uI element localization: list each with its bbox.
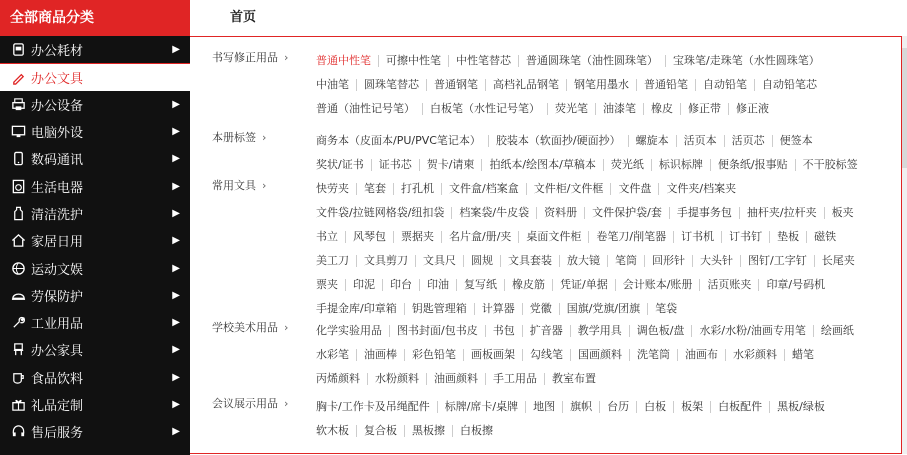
chevron-right-icon: ›: [284, 51, 289, 64]
subcategory-link[interactable]: 白板: [636, 401, 673, 413]
subcategory-link[interactable]: 放大镜: [559, 255, 607, 267]
nav-home-link[interactable]: 首页: [230, 10, 257, 25]
subcategory-link[interactable]: 蜡笔: [784, 349, 821, 361]
chevron-right-icon: ▶: [172, 262, 180, 274]
subcategory-link[interactable]: 地图: [525, 401, 562, 413]
subcategory-link[interactable]: 会计账本/账册: [615, 279, 700, 291]
link-row: [316, 73, 876, 97]
subcategory-link[interactable]: 印油: [419, 279, 456, 291]
subcategory-link[interactable]: 贺卡/请柬: [419, 159, 482, 171]
subcategory-link[interactable]: 橡皮筋: [504, 279, 552, 291]
subcategory-link[interactable]: 资料册: [536, 207, 584, 219]
subcategory-link[interactable]: 文具套装: [500, 255, 559, 267]
section-links: [316, 177, 876, 321]
subcategory-link[interactable]: 修正液: [728, 103, 776, 115]
chevron-right-icon: ›: [262, 131, 267, 144]
cup-icon: [10, 369, 26, 385]
section-title-label: 会议展示用品: [212, 397, 278, 410]
subcategory-link[interactable]: 水彩颜料: [725, 349, 784, 361]
subcategory-link[interactable]: 油漆笔: [595, 103, 643, 115]
sidebar-item-label: 运动文娱: [31, 262, 84, 278]
subcategory-link[interactable]: 笔袋: [647, 303, 684, 315]
monitor-icon: [10, 124, 26, 140]
subcategory-link[interactable]: 白板配件: [710, 401, 769, 413]
chair-icon: [10, 342, 26, 358]
link-row: [316, 367, 876, 391]
subcategory-link[interactable]: 笔套: [356, 183, 393, 195]
subcategory-link[interactable]: 拍纸本/绘图本/草稿本: [481, 159, 602, 171]
chevron-right-icon: ▶: [172, 399, 180, 410]
subcategory-link[interactable]: 扩音器: [522, 325, 570, 337]
link-row: [316, 273, 876, 297]
subcategory-link[interactable]: 计算器: [474, 303, 522, 315]
sidebar-item-computer-peripherals[interactable]: [0, 118, 190, 145]
pen-icon: [10, 69, 26, 85]
subcategory-link[interactable]: 卷笔刀/削笔器: [588, 231, 673, 243]
subcategory-link[interactable]: 订书钉: [721, 231, 769, 243]
link-row: [316, 419, 876, 443]
subcategory-link[interactable]: 可擦中性笔: [378, 55, 448, 67]
subcategory-link[interactable]: 宝珠笔/走珠笔（水性圆珠笔）: [665, 55, 827, 67]
sidebar-item-office-consumables[interactable]: [0, 36, 190, 63]
sidebar-item-label: 办公耗材: [31, 44, 84, 60]
subcategory-link[interactable]: 打孔机: [393, 183, 441, 195]
link-row: [316, 297, 876, 321]
chevron-right-icon: ▶: [172, 426, 180, 438]
chevron-right-icon: ▶: [172, 153, 180, 165]
subcategory-link[interactable]: 便签本: [772, 135, 820, 147]
sidebar-item-after-sales[interactable]: [0, 418, 190, 445]
sidebar-item-label: 数码通讯: [31, 153, 84, 169]
subcategory-link[interactable]: 垫板: [769, 231, 806, 243]
subcategory-link[interactable]: 修正带: [680, 103, 728, 115]
subcategory-link[interactable]: 彩色铅笔: [404, 349, 463, 361]
house-icon: [10, 233, 26, 249]
subcategory-link[interactable]: 复写纸: [456, 279, 504, 291]
printer-cartridge-icon: [10, 42, 26, 58]
sidebar-item-labor-protection[interactable]: [0, 282, 190, 309]
sidebar-item-label: 清洁洗护: [31, 207, 84, 223]
sidebar-item-gift-customization[interactable]: [0, 391, 190, 418]
helmet-icon: [10, 287, 26, 303]
subcategory-link[interactable]: 磁铁: [806, 231, 843, 243]
link-row: [316, 225, 876, 249]
subcategory-link[interactable]: 橡皮: [643, 103, 680, 115]
sidebar-item-food-beverage[interactable]: [0, 364, 190, 391]
subcategory-link[interactable]: 印章/号码机: [758, 279, 832, 291]
subcategory-link[interactable]: 快劳夹: [316, 182, 349, 195]
subcategory-link[interactable]: 复合板: [356, 425, 404, 437]
sidebar-item-label: 家居日用: [31, 235, 84, 251]
subcategory-panel: [190, 36, 902, 454]
subcategory-link[interactable]: 台历: [599, 401, 636, 413]
subcategory-link[interactable]: 丙烯颜料: [316, 372, 360, 385]
subcategory-link[interactable]: 印泥: [345, 279, 382, 291]
subcategory-link[interactable]: 黑板/绿板: [769, 401, 832, 413]
subcategory-link[interactable]: 文件夹/档案夹: [658, 183, 743, 195]
sidebar-item-label: 办公家具: [31, 344, 84, 360]
subcategory-link[interactable]: 票夹: [316, 278, 338, 291]
subcategory-link[interactable]: 文具剪刀: [356, 255, 415, 267]
subcategory-link[interactable]: 凭证/单据: [552, 279, 615, 291]
section-links: [316, 129, 876, 177]
subcategory-link[interactable]: 风琴包: [345, 231, 393, 243]
washer-icon: [10, 178, 26, 194]
subcategory-link[interactable]: 软木板: [316, 424, 349, 437]
subcategory-link[interactable]: 板架: [673, 401, 710, 413]
section-links: [316, 49, 876, 121]
subcategory-link[interactable]: 名片盒/册/夹: [441, 231, 518, 243]
sidebar-item-label: 办公设备: [31, 98, 84, 114]
link-row: [316, 153, 876, 177]
subcategory-link[interactable]: 自动铅笔: [695, 79, 754, 91]
chevron-right-icon: ▶: [172, 317, 180, 329]
sidebar-item-label: 食品饮料: [31, 371, 84, 387]
subcategory-link[interactable]: 画板画架: [463, 349, 522, 361]
subcategory-link[interactable]: 标牌/席卡/桌牌: [437, 401, 525, 413]
sidebar-title: 全部商品分类: [0, 0, 190, 36]
subcategory-link[interactable]: 教室布置: [544, 373, 603, 385]
sidebar-item-digital-communication[interactable]: [0, 145, 190, 172]
section-links: [316, 395, 876, 443]
link-row: [316, 177, 876, 201]
subcategory-link[interactable]: 笔筒: [607, 255, 644, 267]
sidebar-item-label: 礼品定制: [31, 399, 84, 414]
wrench-icon: [10, 315, 26, 331]
link-row: [316, 319, 876, 343]
section-links: [316, 319, 876, 391]
subcategory-link[interactable]: 回形针: [644, 255, 692, 267]
sidebar-item-label: 劳保防护: [31, 289, 84, 305]
subcategory-link[interactable]: 手提事务包: [669, 207, 739, 219]
subcategory-link[interactable]: 标识标牌: [651, 159, 710, 171]
chevron-right-icon: ▶: [172, 371, 180, 383]
sidebar-item-label: 生活电器: [31, 180, 84, 196]
subcategory-link[interactable]: 奖状/证书: [316, 158, 364, 171]
link-row: [316, 97, 876, 121]
sidebar-item-home-appliances[interactable]: [0, 172, 190, 199]
subcategory-link[interactable]: 洗笔筒: [629, 349, 677, 361]
ball-icon: [10, 260, 26, 276]
subcategory-link[interactable]: 大头针: [692, 255, 740, 267]
chevron-right-icon: ▶: [172, 344, 180, 356]
subcategory-link[interactable]: 文件盒/档案盒: [441, 183, 526, 195]
subcategory-link[interactable]: 旗帜: [562, 401, 599, 413]
subcategory-link[interactable]: 党徽: [522, 303, 559, 315]
subcategory-link[interactable]: 商务本（皮面本/PU/PVC笔记本）: [316, 134, 481, 147]
chevron-right-icon: ▶: [172, 207, 180, 219]
chevron-right-icon: ›: [262, 179, 267, 192]
subcategory-link[interactable]: 调色板/盘: [629, 325, 692, 337]
gift-icon: [10, 397, 26, 413]
subcategory-link[interactable]: 文件保护袋/套: [584, 207, 669, 219]
subcategory-link[interactable]: 黑板擦: [404, 425, 452, 437]
sidebar-item-industrial-supplies[interactable]: [0, 309, 190, 336]
subcategory-link[interactable]: 高档礼品钢笔: [485, 79, 566, 91]
headset-icon: [10, 424, 26, 440]
chevron-right-icon: ▶: [172, 180, 180, 192]
link-row: [316, 343, 876, 367]
chevron-right-icon: ▶: [172, 235, 180, 247]
section-title[interactable]: [212, 395, 296, 413]
chevron-right-icon: ›: [284, 321, 289, 334]
sidebar-item-cleaning-care[interactable]: [0, 200, 190, 227]
sidebar-item-office-equipment[interactable]: [0, 91, 190, 118]
subcategory-link[interactable]: 证书芯: [371, 159, 419, 171]
category-sidebar: [0, 0, 190, 455]
panel-scrollbar[interactable]: [902, 36, 907, 454]
subcategory-link[interactable]: 钥匙管理箱: [404, 303, 474, 315]
subcategory-link[interactable]: 中性笔替芯: [448, 55, 518, 67]
sidebar-item-office-stationery[interactable]: [0, 63, 190, 90]
subcategory-link[interactable]: 荧光纸: [603, 159, 651, 171]
link-row: [316, 249, 876, 273]
subcategory-link[interactable]: 教学用具: [570, 325, 629, 337]
subcategory-link[interactable]: 油画棒: [356, 349, 404, 361]
section-title[interactable]: [212, 177, 296, 195]
subcategory-link[interactable]: 圆规: [463, 255, 500, 267]
section-title[interactable]: [212, 49, 296, 67]
subcategory-link[interactable]: 活页账夹: [699, 279, 758, 291]
subcategory-link[interactable]: 自动铅笔芯: [754, 79, 824, 91]
chevron-right-icon: ▶: [172, 98, 180, 110]
section-title-label: 常用文具: [212, 179, 256, 192]
sidebar-list: [0, 36, 190, 445]
subcategory-link[interactable]: 文具尺: [415, 255, 463, 267]
subcategory-link[interactable]: 图钉/工字钉: [740, 255, 814, 267]
link-row: [316, 49, 876, 73]
subcategory-link[interactable]: 水彩笔: [316, 348, 349, 361]
subcategory-link[interactable]: 桌面文件柜: [518, 231, 588, 243]
subcategory-link[interactable]: 油画布: [677, 349, 725, 361]
subcategory-link[interactable]: 书包: [485, 325, 522, 337]
subcategory-link[interactable]: 绘画纸: [813, 325, 861, 337]
subcategory-link[interactable]: 钢笔用墨水: [566, 79, 636, 91]
subcategory-link[interactable]: 活页芯: [724, 135, 772, 147]
chevron-right-icon: ▶: [172, 126, 180, 138]
subcategory-link[interactable]: 螺旋本: [628, 135, 676, 147]
subcategory-link[interactable]: 水粉颜料: [367, 373, 426, 385]
sidebar-item-label: 工业用品: [31, 317, 84, 333]
sidebar-item-label: 电脑外设: [31, 126, 84, 142]
subcategory-link[interactable]: 印台: [382, 279, 419, 291]
subcategory-link[interactable]: 手提金库/印章箱: [316, 302, 397, 315]
sidebar-item-household[interactable]: [0, 227, 190, 254]
subcategory-link[interactable]: 文件柜/文件框: [526, 183, 611, 195]
subcategory-link[interactable]: 中油笔: [316, 78, 349, 91]
chevron-right-icon: ▶: [172, 289, 180, 301]
sidebar-item-label: 办公文具: [31, 71, 84, 87]
section-title[interactable]: [212, 319, 296, 337]
subcategory-link[interactable]: 票据夹: [393, 231, 441, 243]
phone-icon: [10, 151, 26, 167]
subcategory-link[interactable]: 不干胶标签: [795, 159, 865, 171]
subcategory-link[interactable]: 活页本: [676, 135, 724, 147]
subcategory-link[interactable]: 长尾夹: [814, 255, 862, 267]
subcategory-link[interactable]: 手工用品: [485, 373, 544, 385]
top-nav: [190, 0, 907, 36]
sidebar-item-label: 售后服务: [31, 426, 84, 442]
section-title-label: 本册标签: [212, 131, 256, 144]
subcategory-link[interactable]: 文件袋/拉链网格袋/纽扣袋: [316, 206, 445, 219]
subcategory-link[interactable]: 化学实验用品: [316, 324, 382, 337]
subcategory-link[interactable]: 档案袋/牛皮袋: [451, 207, 536, 219]
subcategory-link[interactable]: 普通中性笔: [316, 54, 371, 67]
section-title[interactable]: [212, 129, 296, 147]
subcategory-link[interactable]: 普通铅笔: [636, 79, 695, 91]
printer-icon: [10, 96, 26, 112]
subcategory-link[interactable]: 美工刀: [316, 254, 349, 267]
sidebar-item-sports-entertainment[interactable]: [0, 254, 190, 281]
subcategory-link[interactable]: 胸卡/工作卡及吊绳配件: [316, 400, 430, 413]
scrollbar-thumb[interactable]: [902, 48, 907, 168]
link-row: [316, 395, 876, 419]
subcategory-link[interactable]: 普通钢笔: [426, 79, 485, 91]
subcategory-link[interactable]: 订书机: [673, 231, 721, 243]
link-row: [316, 201, 876, 225]
subcategory-link[interactable]: 普通圆珠笔（油性圆珠笔）: [518, 55, 665, 67]
subcategory-link[interactable]: 白板擦: [452, 425, 500, 437]
section-title-label: 学校美术用品: [212, 321, 278, 334]
subcategory-link[interactable]: 胶装本（软面抄/硬面抄）: [488, 135, 628, 147]
sidebar-item-office-furniture[interactable]: [0, 336, 190, 363]
subcategory-link[interactable]: 白板笔（水性记号笔）: [422, 103, 547, 115]
subcategory-link[interactable]: 国旗/党旗/团旗: [559, 303, 647, 315]
subcategory-link[interactable]: 图书封面/包书皮: [389, 325, 485, 337]
subcategory-link[interactable]: 便条纸/报事贴: [710, 159, 795, 171]
subcategory-link[interactable]: 文件盘: [610, 183, 658, 195]
subcategory-link[interactable]: 板夹: [824, 207, 861, 219]
section-title-label: 书写修正用品: [212, 51, 278, 64]
subcategory-link[interactable]: 水彩/水粉/油画专用笔: [691, 325, 812, 337]
link-row: [316, 129, 876, 153]
chevron-right-icon: ▶: [172, 44, 180, 56]
subcategory-link[interactable]: 勾线笔: [522, 349, 570, 361]
subcategory-link[interactable]: 荧光笔: [547, 103, 595, 115]
subcategory-link[interactable]: 书立: [316, 230, 338, 243]
subcategory-link[interactable]: 国画颜料: [570, 349, 629, 361]
subcategory-link[interactable]: 普通（油性记号笔）: [316, 102, 415, 115]
subcategory-link[interactable]: 圆珠笔替芯: [356, 79, 426, 91]
bottle-icon: [10, 205, 26, 221]
subcategory-link[interactable]: 油画颜料: [426, 373, 485, 385]
subcategory-link[interactable]: 抽杆夹/拉杆夹: [739, 207, 824, 219]
chevron-right-icon: ›: [284, 397, 289, 410]
